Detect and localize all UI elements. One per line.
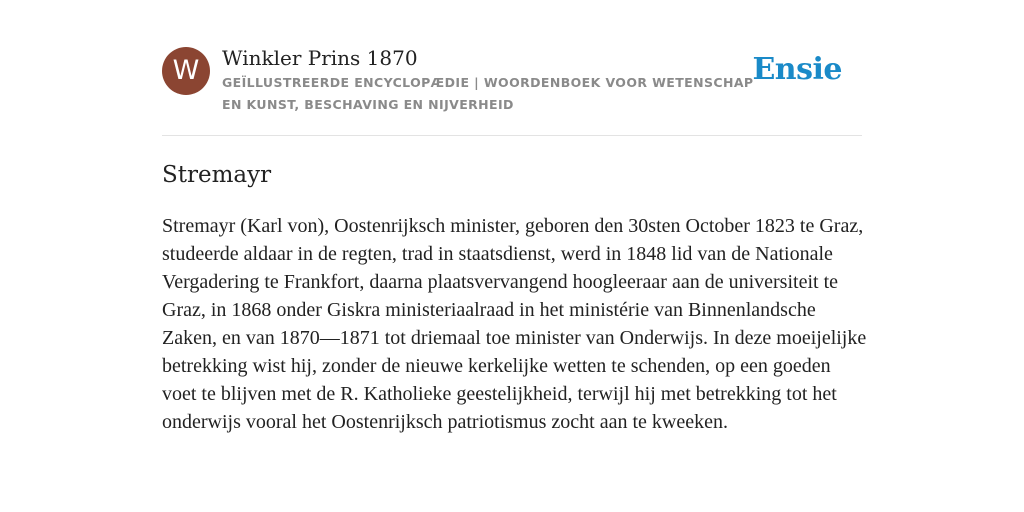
entry-title: Stremayr: [162, 162, 272, 188]
source-header: [162, 46, 862, 136]
ensie-logo[interactable]: Ensie: [752, 52, 842, 87]
header-divider: [162, 135, 862, 136]
entry-body: Stremayr (Karl von), Oostenrijksch minister, geboren den 30sten October 1823 te Graz, studeerde aldaar in de regten, trad in staatsdienst, werd in 1848 lid van de Nationale Vergadering te Frankfort, daarna plaatsvervangend hoogleeraar aan de universiteit te Graz, in 1868 onder Giskra ministeriaalraad in het ministérie van Binnenlandsche Zaken, en van 1870—1871 tot driemaal toe minister van Onderwijs. In deze moeijelijke betrekking wist hij, zonder de nieuwe kerkelijke wetten te schenden, op een goeden voet te blijven met de R. Katholieke geestelijkheid, terwijl hij met betrekking tot het onderwijs vooral het Oostenrijksch patriotismus zocht aan te kweeken.: [162, 215, 867, 433]
source-avatar[interactable]: W: [162, 47, 210, 95]
source-subtitle: GEÏLLUSTREERDE ENCYCLOPÆDIE | WOORDENBOEK VOOR WETENSCHAP EN KUNST, BESCHAVING EN NIJVERHEID: [222, 75, 754, 112]
source-title[interactable]: Winkler Prins 1870: [222, 46, 418, 70]
